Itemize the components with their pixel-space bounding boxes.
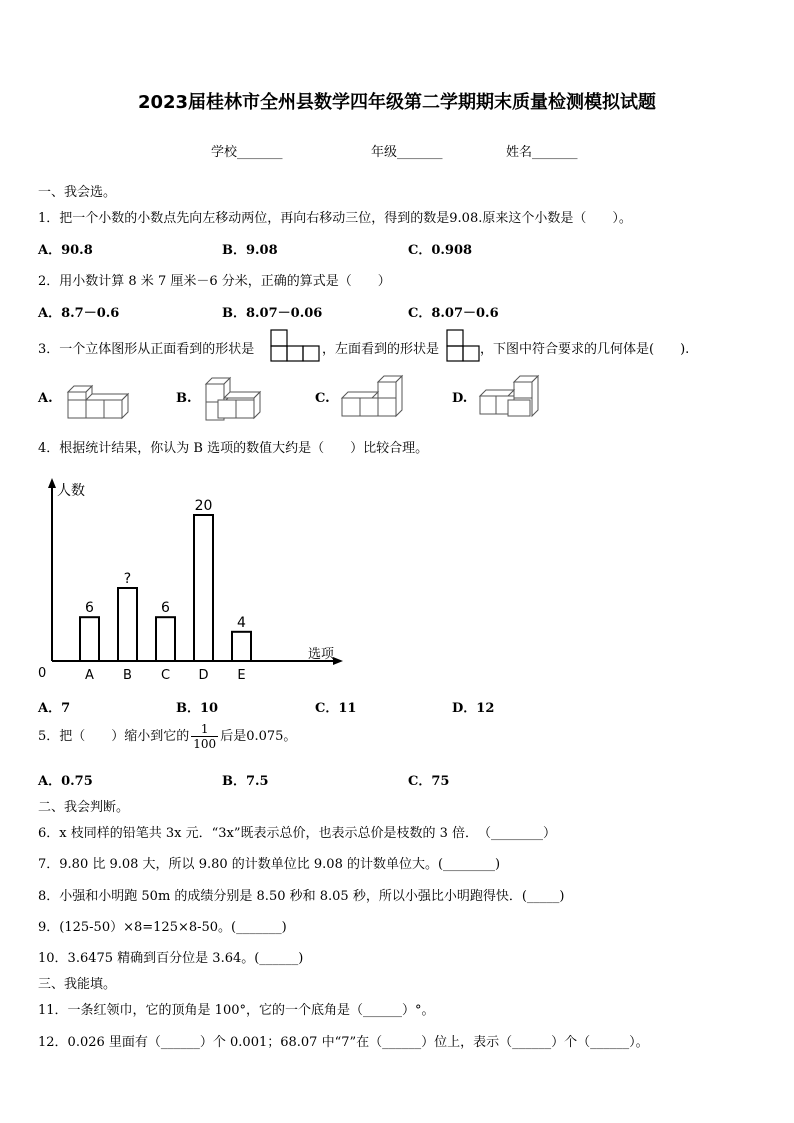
q3-solid-b xyxy=(202,376,266,422)
left-view-figure xyxy=(446,329,480,362)
q4-option-c[interactable]: C．11 xyxy=(315,701,357,716)
question-12: 12．0.026 里面有（______）个 0.001；68.07 中“7”在（______）位上，表示（______）个（______）。 xyxy=(38,1035,649,1050)
data-label-D: 20 xyxy=(194,498,213,514)
q5-text-b: 后是0.075。 xyxy=(220,729,297,744)
section-heading-2: 二、我会判断。 xyxy=(38,800,130,815)
q4-option-a[interactable]: A．7 xyxy=(38,701,71,716)
y-axis-label: 人数 xyxy=(57,483,85,499)
bar-B xyxy=(118,588,137,661)
question-10: 10．3.6475 精确到百分位是 3.64。(______) xyxy=(38,951,304,966)
data-label-B: ? xyxy=(123,571,132,587)
q3-option-a[interactable]: A. xyxy=(38,391,53,406)
section-heading-1: 一、我会选。 xyxy=(38,185,117,200)
q3-solid-d xyxy=(478,374,544,422)
x-axis-label: 选项 xyxy=(308,647,335,662)
question-11: 11．一条红领巾，它的顶角是 100°，它的一个底角是（______）°。 xyxy=(38,1003,435,1018)
q3-solid-a xyxy=(66,378,134,420)
section-heading-3: 三、我能填。 xyxy=(38,977,117,992)
question-3-part-a: 3．一个立体图形从正面看到的形状是 xyxy=(38,342,255,357)
q5-option-b[interactable]: B．7.5 xyxy=(222,774,269,789)
tick-label-B: B xyxy=(123,668,132,683)
q3-option-d[interactable]: D. xyxy=(452,391,468,406)
school-field: 学校_______ xyxy=(211,145,283,160)
fraction-denominator: 100 xyxy=(193,737,217,751)
q3-option-b[interactable]: B. xyxy=(176,391,192,406)
bar-chart xyxy=(30,474,360,688)
q5-text-a: 5．把（ ）缩小到它的 xyxy=(38,729,190,744)
q2-option-b[interactable]: B．8.07－0.06 xyxy=(222,306,323,321)
q4-option-d[interactable]: D．12 xyxy=(452,701,495,716)
q5-option-a[interactable]: A．0.75 xyxy=(38,774,93,789)
bar-E xyxy=(232,632,251,661)
q1-option-b[interactable]: B．9.08 xyxy=(222,243,278,258)
q3-solid-c xyxy=(340,374,406,422)
fraction-numerator: 1 xyxy=(191,722,218,737)
q1-option-a[interactable]: A．90.8 xyxy=(38,243,93,258)
q1-option-c[interactable]: C．0.908 xyxy=(408,243,473,258)
bar-D xyxy=(194,515,213,661)
x-axis-arrow xyxy=(333,657,343,665)
q4-option-b[interactable]: B．10 xyxy=(176,701,219,716)
data-label-A: 6 xyxy=(85,600,94,617)
fraction xyxy=(191,722,218,751)
question-9: 9．(125-50）×8=125×8-50。(_______) xyxy=(38,920,287,935)
origin-label: 0 xyxy=(38,666,47,681)
bar-A xyxy=(80,617,99,661)
q2-option-c[interactable]: C．8.07－0.6 xyxy=(408,306,499,321)
bar-C xyxy=(156,617,175,661)
tick-label-A: A xyxy=(85,668,94,683)
tick-label-E: E xyxy=(237,668,246,683)
question-8: 8．小强和小明跑 50m 的成绩分别是 8.50 秒和 8.05 秒，所以小强比小明跑得快．(_____) xyxy=(38,889,565,904)
question-3-part-b: ，左面看到的形状是 xyxy=(322,342,440,357)
y-axis-arrow xyxy=(48,478,56,488)
front-view-figure xyxy=(270,329,320,362)
question-7: 7．9.80 比 9.08 大，所以 9.80 的计数单位比 9.08 的计数单位大。(________) xyxy=(38,857,501,872)
question-2: 2．用小数计算 8 米 7 厘米－6 分米，正确的算式是（ ） xyxy=(38,274,391,289)
page-title: 2023届桂林市全州县数学四年级第二学期期末质量检测模拟试题 xyxy=(137,92,657,113)
question-1: 1．把一个小数的小数点先向左移动两位，再向右移动三位，得到的数是9.08.原来这个小数是（ ）。 xyxy=(38,211,632,226)
question-5 xyxy=(38,722,296,751)
q3-option-c[interactable]: C. xyxy=(315,391,330,406)
grade-field: 年级_______ xyxy=(371,145,443,160)
q5-option-c[interactable]: C．75 xyxy=(408,774,450,789)
question-6: 6．x 枝同样的铅笔共 3x 元．“3x”既表示总价，也表示总价是枝数的 3 倍． （________） xyxy=(38,826,557,841)
question-4: 4．根据统计结果，你认为 B 选项的数值大约是（ ）比较合理。 xyxy=(38,441,429,456)
data-label-E: 4 xyxy=(237,614,246,631)
q2-option-a[interactable]: A．8.7－0.6 xyxy=(38,306,120,321)
question-3-part-c: ，下图中符合要求的几何体是( ). xyxy=(480,342,690,357)
data-label-C: 6 xyxy=(161,600,170,617)
tick-label-D: D xyxy=(198,668,209,683)
name-field: 姓名_______ xyxy=(506,145,578,160)
tick-label-C: C xyxy=(160,668,171,683)
